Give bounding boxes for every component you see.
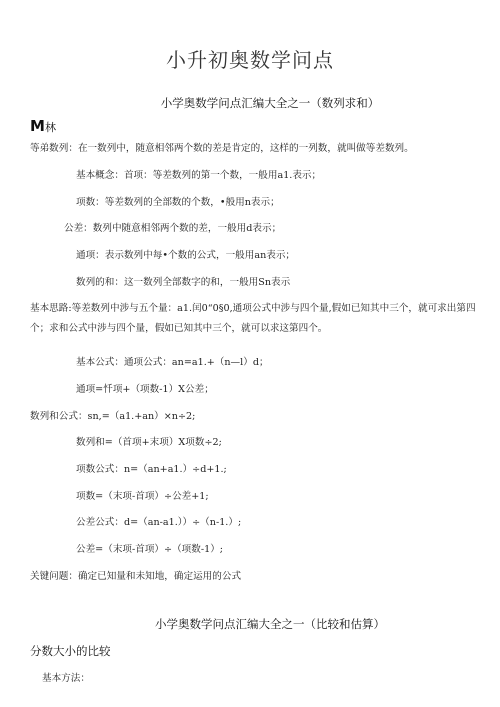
paragraph-count-formula: 项数公式：n=（an+a1.）÷d+1.; <box>76 464 227 475</box>
heading-m-rest: 林 <box>44 121 56 134</box>
paragraph-general-formula: 基本公式：通项公式：an=a1.+（n—l）d； <box>76 357 269 368</box>
page-title: 小升初奥数学问点 <box>166 48 334 72</box>
section-title-sequence-sum: 小学奥数学问点汇编大全之一（数列求和） <box>160 96 380 110</box>
section-title-compare-estimate: 小学奥数学问点汇编大全之一（比较和估算） <box>155 617 385 631</box>
heading-m-bold: M <box>30 117 45 135</box>
paragraph-general-formula-words: 通项=忏项+（项数-1）X公差； <box>76 384 214 395</box>
paragraph-difference-formula-words: 公差=（末项-首项）÷（项数-1）; <box>76 544 224 555</box>
paragraph-difference-formula: 公差公式：d=（an-a1.））÷（n-1.）; <box>76 517 242 528</box>
paragraph-term-count: 项数：等差数列的全部数的个数，•般用n表示； <box>76 197 280 208</box>
section-heading-fraction-compare: 分数大小的比较 <box>30 644 111 658</box>
paragraph-common-difference: 公差：数列中随意相邻两个数的差，一般用d表示； <box>64 223 282 234</box>
paragraph-key-question: 关键问题：确定已知量和未知地，确定运用的公式 <box>30 571 242 582</box>
paragraph-first-term: 基本概念：首项：等差数列的第一个数，一般用a1.表示； <box>76 170 322 181</box>
section-heading-m <box>30 116 56 135</box>
paragraph-count-formula-words: 项数=（末项-首项）÷公差+1; <box>76 491 209 502</box>
paragraph-basic-method: 基本方法： <box>42 673 90 684</box>
paragraph-definition: 等弟数列：在一数列中，随意相邻两个数的差是肯定的，这样的一列数，就叫做等差数列。 <box>30 143 414 154</box>
paragraph-sum: 数列的和：这一数列全部数字的和，一般用Sn表示 <box>76 277 291 288</box>
paragraph-general-term: 通项：表示数列中每•个数的公式，一般用an表示； <box>76 250 296 261</box>
paragraph-basic-idea: 基本思路:等差数列中涉与五个量：a1.闰0“0§0,通项公式中涉与四个量,假如已知其中三个，就可求出第四个；求和公式中涉与四个量，假如已知其中三个，就可以求这第四个。 <box>30 303 476 334</box>
paragraph-sum-formula: 数列和公式：sn,=（a1.+an）×n÷2; <box>30 411 196 422</box>
paragraph-sum-formula-words: 数列和=（首项+末项）X项数÷2; <box>76 437 222 448</box>
